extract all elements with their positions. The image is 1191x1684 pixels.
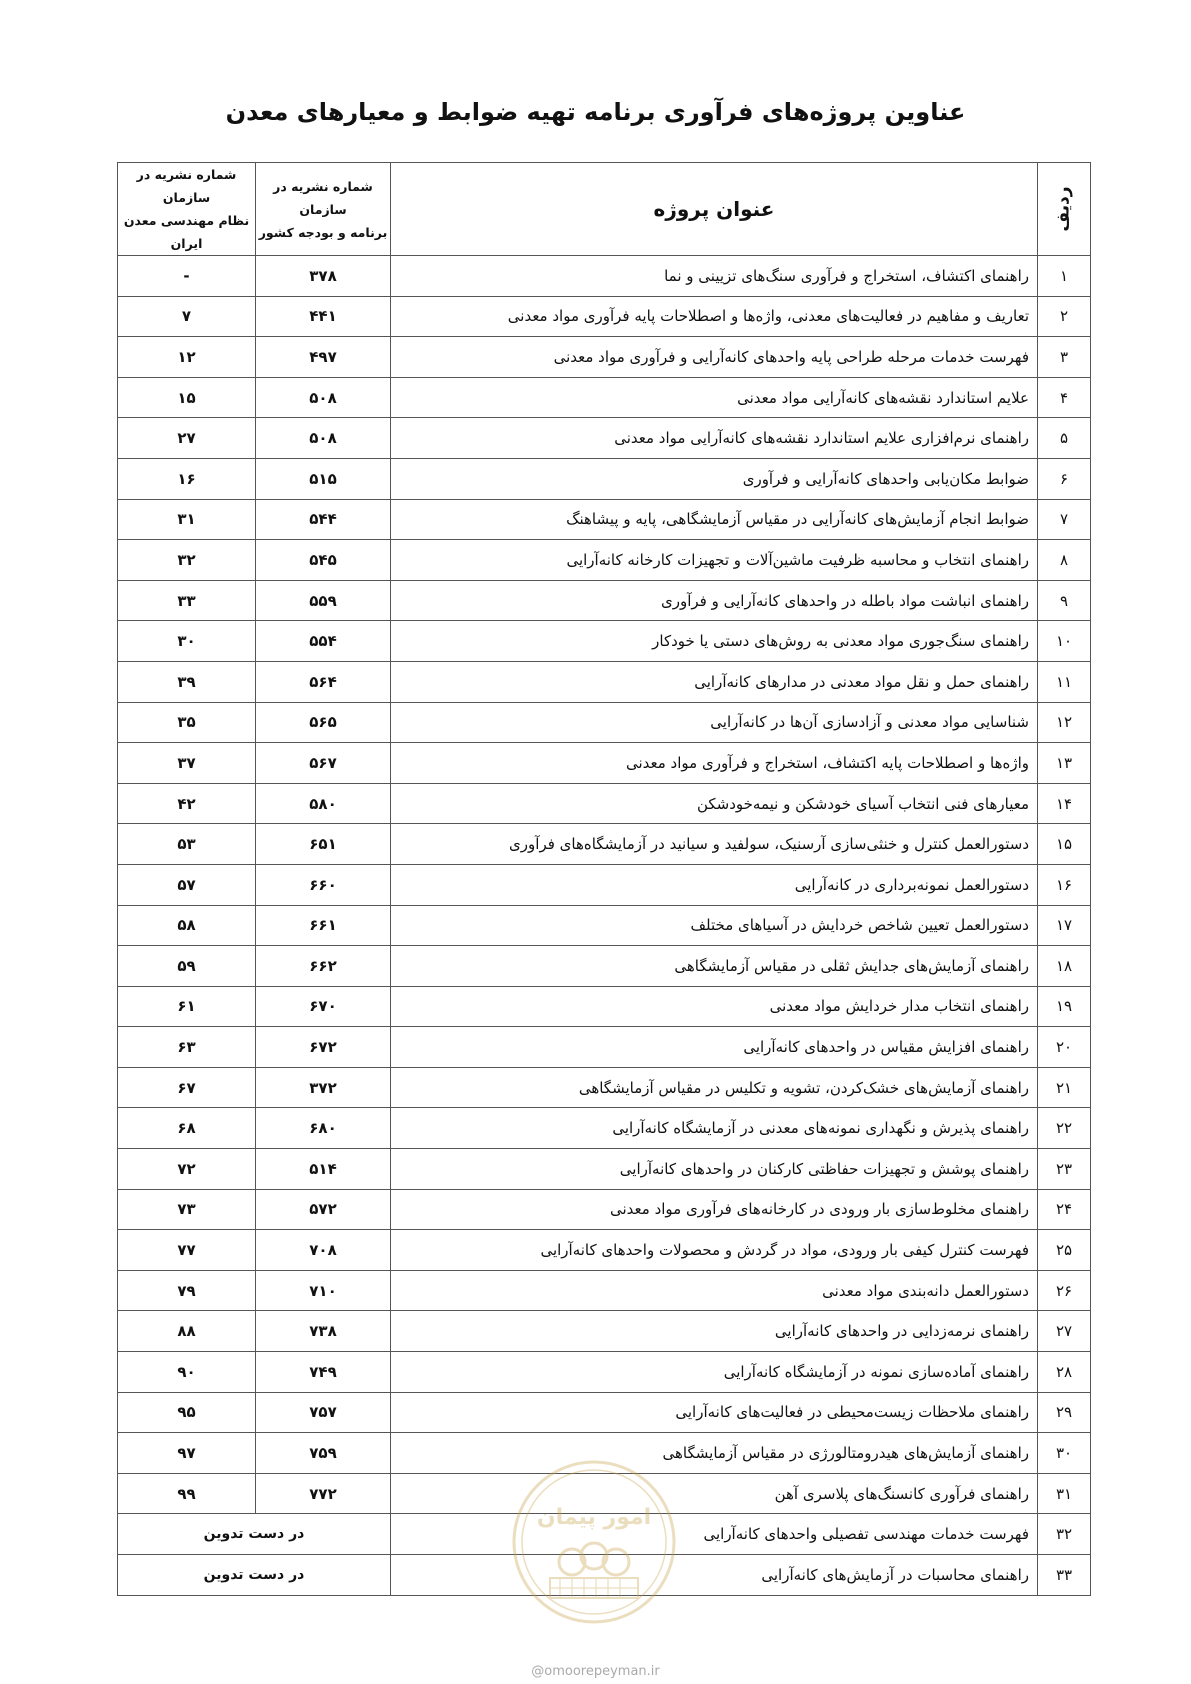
row-number: ۱۳ [1038, 743, 1091, 784]
ime-publication-number: ۶۷ [118, 1067, 256, 1108]
table-row [118, 337, 1091, 378]
table-row [118, 702, 1091, 743]
ime-publication-number: ۹۹ [118, 1473, 256, 1514]
pbo-publication-number: ۵۶۴ [256, 661, 391, 702]
ime-publication-number: ۳۰ [118, 621, 256, 662]
ime-publication-number: ۷۹ [118, 1270, 256, 1311]
header-ime-number: شماره نشریه در سازمان نظام مهندسی معدن ایران [118, 163, 256, 256]
watermark-text: امور پیمان [536, 1505, 652, 1530]
table-row [118, 1189, 1091, 1230]
pbo-publication-number: ۶۷۰ [256, 986, 391, 1027]
header-row-number: ردیف [1038, 163, 1091, 256]
project-title: شناسایی مواد معدنی و آزادسازی آن‌ها در کانه‌آرایی [391, 702, 1038, 743]
row-number: ۲۶ [1038, 1270, 1091, 1311]
ime-publication-number: ۱۲ [118, 337, 256, 378]
pbo-publication-number: ۴۹۷ [256, 337, 391, 378]
table-row [118, 743, 1091, 784]
pbo-publication-number: ۵۶۷ [256, 743, 391, 784]
pbo-publication-number: ۷۵۷ [256, 1392, 391, 1433]
project-title: فهرست خدمات مهندسی تفصیلی واحدهای کانه‌آرایی [391, 1514, 1038, 1555]
project-title: راهنمای آزمایش‌های خشک‌کردن، تشویه و تکلیس در مقیاس آزمایشگاهی [391, 1067, 1038, 1108]
row-number: ۲۰ [1038, 1027, 1091, 1068]
ime-publication-number: ۸۸ [118, 1311, 256, 1352]
table-header-row [118, 163, 1091, 256]
project-title: فهرست خدمات مرحله طراحی پایه واحدهای کانه‌آرایی و فرآوری مواد معدنی [391, 337, 1038, 378]
table-row [118, 621, 1091, 662]
ime-publication-number: ۷۲ [118, 1149, 256, 1190]
ime-publication-number: ۱۵ [118, 377, 256, 418]
project-title: دستورالعمل نمونه‌برداری در کانه‌آرایی [391, 864, 1038, 905]
ime-publication-number: ۳۹ [118, 661, 256, 702]
table-row [118, 256, 1091, 297]
row-number: ۲۷ [1038, 1311, 1091, 1352]
footer-handle: @omoorepeyman.ir [531, 1664, 660, 1679]
watermark-seal [510, 1458, 678, 1626]
header-pbo-number: شماره نشریه در سازمان برنامه و بودجه کشور [256, 163, 391, 256]
pbo-publication-number: ۵۵۴ [256, 621, 391, 662]
table-row [118, 296, 1091, 337]
ime-publication-number: ۳۲ [118, 540, 256, 581]
ime-publication-number: ۳۳ [118, 580, 256, 621]
table-row [118, 1108, 1091, 1149]
project-title: راهنمای آزمایش‌های هیدرومتالورژی در مقیاس آزمایشگاهی [391, 1433, 1038, 1474]
row-number: ۹ [1038, 580, 1091, 621]
row-number: ۱۴ [1038, 783, 1091, 824]
ime-publication-number: ۵۳ [118, 824, 256, 865]
pbo-publication-number: ۳۷۸ [256, 256, 391, 297]
pbo-publication-number: ۶۵۱ [256, 824, 391, 865]
pbo-publication-number: ۷۱۰ [256, 1270, 391, 1311]
row-number: ۱۵ [1038, 824, 1091, 865]
pbo-publication-number: ۷۴۹ [256, 1352, 391, 1393]
row-number: ۲۸ [1038, 1352, 1091, 1393]
row-number: ۳۲ [1038, 1514, 1091, 1555]
project-title: راهنمای حمل و نقل مواد معدنی در مدارهای کانه‌آرایی [391, 661, 1038, 702]
table-row [118, 418, 1091, 459]
projects-table [117, 162, 1091, 1596]
row-number: ۳۳ [1038, 1555, 1091, 1596]
row-number: ۵ [1038, 418, 1091, 459]
pbo-publication-number: ۵۴۵ [256, 540, 391, 581]
row-number: ۲۹ [1038, 1392, 1091, 1433]
project-title: راهنمای ملاحظات زیست‌محیطی در فعالیت‌های کانه‌آرایی [391, 1392, 1038, 1433]
ime-publication-number: ۳۵ [118, 702, 256, 743]
pbo-publication-number: ۵۱۴ [256, 1149, 391, 1190]
row-number: ۸ [1038, 540, 1091, 581]
table-row [118, 580, 1091, 621]
ime-publication-number: ۶۱ [118, 986, 256, 1027]
pbo-publication-number: ۵۷۲ [256, 1189, 391, 1230]
project-title: تعاریف و مفاهیم در فعالیت‌های معدنی، واژه‌ها و اصطلاحات پایه فرآوری مواد معدنی [391, 296, 1038, 337]
row-number: ۱ [1038, 256, 1091, 297]
page-title: عناوین پروژه‌های فرآوری برنامه تهیه ضوابط و معیارهای معدن [225, 98, 966, 126]
pbo-publication-number: ۶۷۲ [256, 1027, 391, 1068]
row-number: ۱۰ [1038, 621, 1091, 662]
pbo-publication-number: ۶۶۱ [256, 905, 391, 946]
pbo-publication-number: ۴۴۱ [256, 296, 391, 337]
project-title: دستورالعمل تعیین شاخص خردایش در آسیاهای مختلف [391, 905, 1038, 946]
pbo-publication-number: ۶۸۰ [256, 1108, 391, 1149]
row-number: ۱۲ [1038, 702, 1091, 743]
row-number: ۱۱ [1038, 661, 1091, 702]
project-title: فهرست کنترل کیفی بار ورودی، مواد در گردش و محصولات واحدهای کانه‌آرایی [391, 1230, 1038, 1271]
pbo-publication-number: ۷۷۲ [256, 1473, 391, 1514]
project-title: راهنمای آماده‌سازی نمونه در آزمایشگاه کانه‌آرایی [391, 1352, 1038, 1393]
table-row [118, 1270, 1091, 1311]
project-title: دستورالعمل کنترل و خنثی‌سازی آرسنیک، سولفید و سیانید در آزمایشگاه‌های فرآوری [391, 824, 1038, 865]
row-number: ۲۲ [1038, 1108, 1091, 1149]
project-title: راهنمای آزمایش‌های جدایش ثقلی در مقیاس آزمایشگاهی [391, 946, 1038, 987]
project-title: راهنمای افزایش مقیاس در واحدهای کانه‌آرایی [391, 1027, 1038, 1068]
ime-publication-number: ۴۲ [118, 783, 256, 824]
table-row [118, 946, 1091, 987]
pbo-publication-number: ۵۱۵ [256, 458, 391, 499]
table-row [118, 1149, 1091, 1190]
row-number: ۷ [1038, 499, 1091, 540]
ime-publication-number: ۳۱ [118, 499, 256, 540]
status-in-preparation: در دست تدوین [118, 1555, 391, 1596]
ime-publication-number: ۱۶ [118, 458, 256, 499]
table-row [118, 1352, 1091, 1393]
row-number: ۴ [1038, 377, 1091, 418]
row-number: ۱۶ [1038, 864, 1091, 905]
project-title: راهنمای انباشت مواد باطله در واحدهای کانه‌آرایی و فرآوری [391, 580, 1038, 621]
table-row [118, 783, 1091, 824]
pbo-publication-number: ۷۰۸ [256, 1230, 391, 1271]
row-number: ۶ [1038, 458, 1091, 499]
table-row [118, 1311, 1091, 1352]
ime-publication-number: ۶۳ [118, 1027, 256, 1068]
table-row [118, 864, 1091, 905]
ime-publication-number: ۷۳ [118, 1189, 256, 1230]
project-title: راهنمای انتخاب مدار خردایش مواد معدنی [391, 986, 1038, 1027]
row-number: ۱۷ [1038, 905, 1091, 946]
pbo-publication-number: ۶۶۲ [256, 946, 391, 987]
project-title: راهنمای پوشش و تجهیزات حفاظتی کارکنان در واحدهای کانه‌آرایی [391, 1149, 1038, 1190]
project-title: معیارهای فنی انتخاب آسیای خودشکن و نیمه‌خودشکن [391, 783, 1038, 824]
ime-publication-number: ۵۸ [118, 905, 256, 946]
status-in-preparation: در دست تدوین [118, 1514, 391, 1555]
project-title: راهنمای سنگ‌جوری مواد معدنی به روش‌های دستی یا خودکار [391, 621, 1038, 662]
pbo-publication-number: ۵۰۸ [256, 377, 391, 418]
table-row [118, 458, 1091, 499]
pbo-publication-number: ۵۴۴ [256, 499, 391, 540]
header-project-title: عنوان پروژه [391, 163, 1038, 256]
ime-publication-number: ۹۷ [118, 1433, 256, 1474]
row-number: ۳ [1038, 337, 1091, 378]
project-title: واژه‌ها و اصطلاحات پایه اکتشاف، استخراج و فرآوری مواد معدنی [391, 743, 1038, 784]
pbo-publication-number: ۵۸۰ [256, 783, 391, 824]
project-title: راهنمای محاسبات در آزمایش‌های کانه‌آرایی [391, 1555, 1038, 1596]
pbo-publication-number: ۷۵۹ [256, 1433, 391, 1474]
ime-publication-number: ۷۷ [118, 1230, 256, 1271]
ime-publication-number: ۲۷ [118, 418, 256, 459]
ime-publication-number: ۹۵ [118, 1392, 256, 1433]
row-number: ۲۱ [1038, 1067, 1091, 1108]
row-number: ۲ [1038, 296, 1091, 337]
project-title: ضوابط انجام آزمایش‌های کانه‌آرایی در مقیاس آزمایشگاهی، پایه و پیشاهنگ [391, 499, 1038, 540]
table-row [118, 1067, 1091, 1108]
row-number: ۲۵ [1038, 1230, 1091, 1271]
row-number: ۲۳ [1038, 1149, 1091, 1190]
table-row [118, 661, 1091, 702]
ime-publication-number: ۵۷ [118, 864, 256, 905]
project-title: دستورالعمل دانه‌بندی مواد معدنی [391, 1270, 1038, 1311]
row-number: ۲۴ [1038, 1189, 1091, 1230]
pbo-publication-number: ۵۶۵ [256, 702, 391, 743]
pbo-publication-number: ۵۵۹ [256, 580, 391, 621]
pbo-publication-number: ۷۳۸ [256, 1311, 391, 1352]
project-title: راهنمای مخلوط‌سازی بار ورودی در کارخانه‌های فرآوری مواد معدنی [391, 1189, 1038, 1230]
row-number: ۳۰ [1038, 1433, 1091, 1474]
project-title: راهنمای نرم‌افزاری علایم استاندارد نقشه‌های کانه‌آرایی مواد معدنی [391, 418, 1038, 459]
table-row [118, 986, 1091, 1027]
row-number: ۳۱ [1038, 1473, 1091, 1514]
project-title: راهنمای فرآوری کانسنگ‌های پلاسری آهن [391, 1473, 1038, 1514]
project-title: راهنمای انتخاب و محاسبه ظرفیت ماشین‌آلات و تجهیزات کارخانه کانه‌آرایی [391, 540, 1038, 581]
pbo-publication-number: ۶۶۰ [256, 864, 391, 905]
table-row [118, 905, 1091, 946]
table-row [118, 1027, 1091, 1068]
pbo-publication-number: ۳۷۲ [256, 1067, 391, 1108]
ime-publication-number: ۳۷ [118, 743, 256, 784]
ime-publication-number: ۹۰ [118, 1352, 256, 1393]
ime-publication-number: - [118, 256, 256, 297]
row-number: ۱۸ [1038, 946, 1091, 987]
table-row [118, 377, 1091, 418]
project-title: علایم استاندارد نقشه‌های کانه‌آرایی مواد معدنی [391, 377, 1038, 418]
ime-publication-number: ۵۹ [118, 946, 256, 987]
table-row [118, 1392, 1091, 1433]
row-number: ۱۹ [1038, 986, 1091, 1027]
project-title: ضوابط مکان‌یابی واحدهای کانه‌آرایی و فرآوری [391, 458, 1038, 499]
table-row [118, 540, 1091, 581]
table-row [118, 824, 1091, 865]
project-title: راهنمای پذیرش و نگهداری نمونه‌های معدنی در آزمایشگاه کانه‌آرایی [391, 1108, 1038, 1149]
project-title: راهنمای اکتشاف، استخراج و فرآوری سنگ‌های تزیینی و نما [391, 256, 1038, 297]
table-row [118, 499, 1091, 540]
ime-publication-number: ۷ [118, 296, 256, 337]
pbo-publication-number: ۵۰۸ [256, 418, 391, 459]
table-row [118, 1230, 1091, 1271]
project-title: راهنمای نرمه‌زدایی در واحدهای کانه‌آرایی [391, 1311, 1038, 1352]
ime-publication-number: ۶۸ [118, 1108, 256, 1149]
